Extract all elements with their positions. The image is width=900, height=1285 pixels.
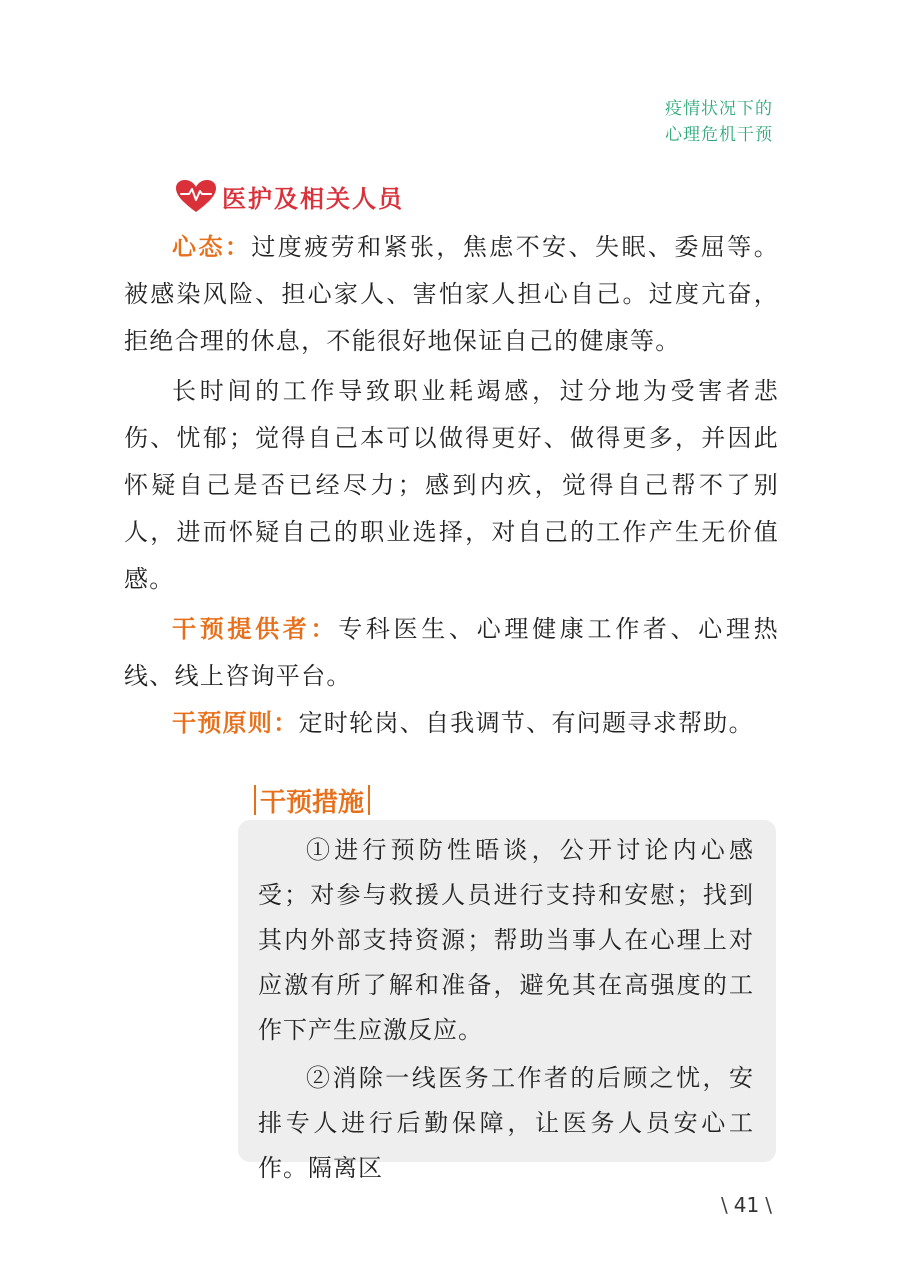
mindset-label: 心态： — [172, 233, 252, 261]
header-line-1: 疫情状况下的 — [665, 99, 773, 119]
measures-box — [238, 820, 776, 1182]
measure-item-1: ①进行预防性晤谈，公开讨论内心感受；对参与救援人员进行支持和安慰；找到其内外部支持资源；帮助当事人在心理上对应激有所了解和准备，避免其在高强度的工作下产生应激反应。 — [258, 836, 754, 1044]
body-text — [124, 224, 779, 747]
providers-label: 干预提供者： — [172, 615, 339, 643]
section-title: 医护及相关人员 — [222, 183, 404, 213]
header-line-2: 心理危机干预 — [665, 125, 773, 145]
burnout-paragraph: 长时间的工作导致职业耗竭感，过分地为受害者悲伤、忧郁；觉得自己本可以做得更好、做得更多，并因此怀疑自己是否已经尽力；感到内疚，觉得自己帮不了别人，进而怀疑自己的职业选择，对自己的工作产生无价值感。 — [124, 377, 779, 593]
page-number-footer — [715, 1193, 778, 1217]
heading-bar-left — [254, 785, 256, 815]
slash-right-decoration: \ — [765, 1193, 772, 1217]
providers-paragraph — [124, 606, 779, 700]
measures-heading — [250, 780, 374, 820]
slash-left-decoration: \ — [721, 1193, 728, 1217]
heading-bar-right — [368, 785, 370, 815]
heart-pulse-icon — [174, 178, 218, 214]
measure-item-2: ②消除一线医务工作者的后顾之忧，安排专人进行后勤保障，让医务人员安心工作。隔离区 — [258, 1064, 754, 1182]
mindset-paragraph — [124, 224, 779, 365]
principles-paragraph — [124, 700, 779, 747]
measures-title: 干预措施 — [260, 787, 365, 818]
page-number: 41 — [733, 1193, 760, 1217]
providers-text: 专科医生、心理健康工作者、心理热线、线上咨询平台。 — [124, 615, 779, 690]
mindset-text: 过度疲劳和紧张，焦虑不安、失眠、委屈等。被感染风险、担心家人、害怕家人担心自己。过度亢奋，拒绝合理的休息，不能很好地保证自己的健康等。 — [124, 233, 779, 355]
section-heading — [174, 176, 404, 216]
running-header — [665, 96, 773, 148]
principles-text: 定时轮岗、自我调节、有问题寻求帮助。 — [298, 709, 754, 737]
principles-label: 干预原则： — [172, 709, 299, 737]
